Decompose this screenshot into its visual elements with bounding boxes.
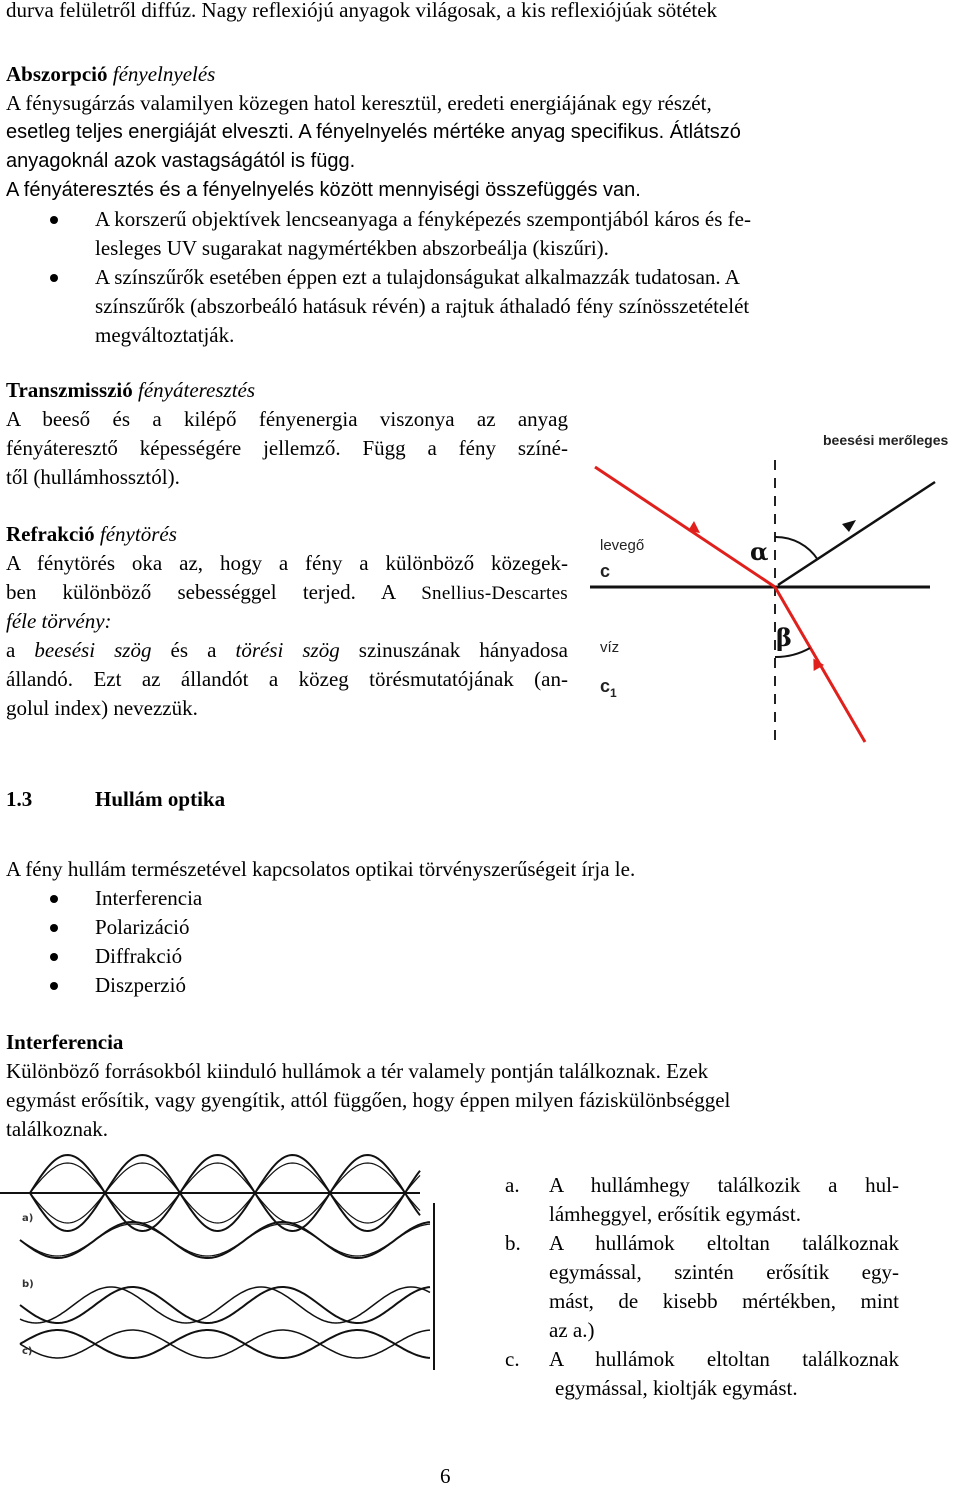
refraction-title: Refrakció (6, 522, 95, 546)
refraction-line-6: golul index) nevezzük. (6, 696, 198, 720)
interference-line-1: Különböző forrásokból kiinduló hullámok a tér valamely pontján találkoznak. Ezek (6, 1059, 709, 1083)
page-number: 6 (440, 1464, 451, 1488)
interference-line-3: találkoznak. (6, 1117, 109, 1141)
refraction-line-4 (6, 636, 568, 665)
refraction-text: ben különböző sebességgel terjed. A (6, 580, 422, 604)
bullet-line: A színszűrők esetében éppen ezt a tulajdonságukat alkalmazzák tudatosan. A (95, 265, 740, 289)
absorption-line-3: anyagoknál azok vastagságától is függ. (6, 150, 356, 172)
incident-ray (778, 482, 935, 585)
bullet-line: színszűrők (abszorbeáló hatásuk révén) a rajtuk áthaladó fény színösszetételét (95, 294, 750, 318)
wave-curve (20, 1222, 430, 1258)
bullet-dot (50, 953, 58, 961)
list-line: A hullámok eltoltan találkoznak (549, 1347, 899, 1371)
air-label: levegő (600, 537, 645, 554)
water-speed-c: c (600, 676, 611, 696)
transmission-heading (6, 376, 576, 405)
section-number: 1.3 (6, 787, 33, 811)
wave-label-b: b) (22, 1279, 34, 1290)
arrow-icon (842, 520, 856, 532)
water-speed-label (600, 676, 617, 700)
interference-title: Interferencia (6, 1030, 124, 1054)
red-incident-ray (595, 467, 775, 587)
wave-label-c: c) (22, 1346, 33, 1357)
transmission-line-2: fényáteresztő képességére jellemző. Függ a fény színé- (6, 436, 568, 460)
refraction-line-3: féle törvény: (6, 609, 112, 633)
bullet-line: megváltoztatják. (95, 323, 235, 347)
bullet-line: lesleges UV sugarakat nagymértékben abszorbeálja (kiszűri). (95, 236, 609, 260)
transmission-line-1: A beeső és a kilépő fényenergia viszonya az anyag (6, 407, 568, 431)
top-line: durva felületről diffúz. Nagy reflexiójú anyagok világosak, a kis reflexiójúak sötétek (6, 0, 718, 22)
bullet-dot (50, 274, 58, 282)
refraction-line-5: állandó. Ezt az állandót a közeg törésmutatójának (an- (6, 667, 568, 691)
list-line: A hullámok eltoltan találkoznak (549, 1231, 899, 1255)
normal-label: beesési merőleges (823, 432, 949, 448)
bullet-line: A korszerű objektívek lencseanyaga a fényképezés szempontjából káros és fe- (95, 207, 751, 231)
section-title: Hullám optika (95, 787, 226, 811)
refraction-text: szinuszának hányadosa (339, 638, 568, 662)
air-speed-label: c (600, 561, 611, 581)
interference-line-2: egymást erősítik, vagy gyengítik, attól függően, hogy éppen milyen fáziskülönbséggel (6, 1088, 731, 1112)
bullet-dot (50, 216, 58, 224)
list-label: c. (505, 1347, 520, 1371)
absorption-line-4: A fényáteresztés és a fényelnyelés között mennyiségi összefüggés van. (6, 179, 641, 201)
wave-curve (20, 1287, 430, 1323)
arrow-icon (688, 521, 700, 533)
list-line: lámheggyel, erősítik egymást. (549, 1202, 801, 1226)
list-line: A hullámhegy találkozik a hul- (549, 1173, 899, 1197)
refraction-line-2 (6, 578, 568, 608)
refraction-text: a (6, 638, 35, 662)
beta-label: β (776, 623, 792, 652)
absorption-subtitle: fényelnyelés (112, 62, 216, 86)
alpha-arc (775, 537, 818, 560)
snellius-name: Snellius-Descartes (421, 583, 568, 604)
list-label: b. (505, 1231, 521, 1255)
list-label: a. (505, 1173, 520, 1197)
incidence-angle-term: beesési szög (34, 638, 152, 662)
section-intro: A fény hullám természetével kapcsolatos optikai törvényszerűségeit írja le. (6, 857, 636, 881)
refraction-heading (6, 520, 576, 549)
list-item-label: Diffrakció (95, 944, 183, 968)
absorption-title: Abszorpció (6, 62, 108, 86)
list-line: egymással, szintén erősítik egy- (549, 1260, 899, 1284)
interference-wave-figure (0, 1148, 450, 1373)
water-label: víz (600, 639, 620, 656)
bullet-dot (50, 895, 58, 903)
bullet-dot (50, 924, 58, 932)
wave-label-a: a) (22, 1213, 34, 1224)
bullet-dot (50, 982, 58, 990)
transmission-line-3: től (hullámhossztól). (6, 465, 180, 489)
absorption-line-1: A fénysugárzás valamilyen közegen hatol keresztül, eredeti energiájának egy részét, (6, 91, 712, 115)
transmission-title: Transzmisszió (6, 378, 133, 402)
list-item-label: Polarizáció (95, 915, 190, 939)
list-line: az a.) (549, 1318, 595, 1342)
refraction-subtitle: fénytörés (99, 522, 177, 546)
alpha-label: α (750, 537, 769, 566)
list-line: mást, de kisebb mértékben, mint (549, 1289, 899, 1313)
refraction-angle-term: törési szög (235, 638, 340, 662)
refraction-diagram (590, 420, 960, 750)
absorption-line-2: esetleg teljes energiáját elveszti. A fényelnyelés mértéke anyag specifikus. Átlátszó (6, 121, 741, 143)
refraction-line-1: A fénytörés oka az, hogy a fény a különböző közegek- (6, 551, 568, 575)
list-item-label: Interferencia (95, 886, 203, 910)
list-item-label: Diszperzió (95, 973, 186, 997)
water-speed-sub: 1 (610, 686, 617, 700)
transmission-subtitle: fényáteresztés (138, 378, 256, 402)
refraction-text: és a (151, 638, 236, 662)
absorption-heading (6, 60, 896, 89)
list-line: egymással, kioltják egymást. (555, 1376, 798, 1400)
